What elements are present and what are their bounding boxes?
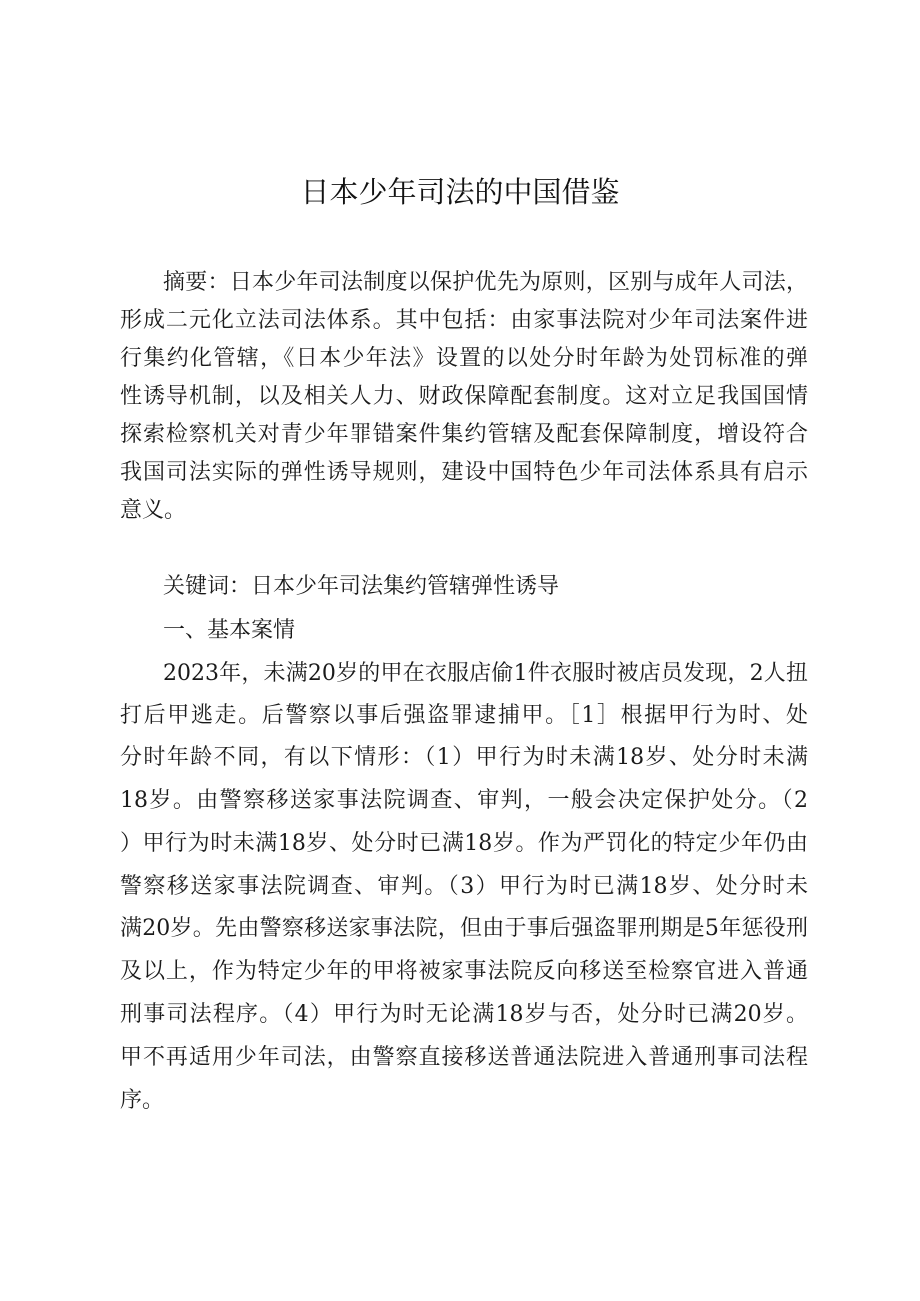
abstract-line: 摘要：日本少年司法制度以保护优先为原则，区别与成年人司法， [163, 270, 808, 295]
abstract-line: 探索检察机关对青少年罪错案件集约管辖及配套保障制度，增设符合 [120, 422, 808, 447]
abstract-line: 性诱导机制，以及相关人力、财政保障配套制度。这对立足我国国情 [120, 384, 808, 409]
section-heading: 一、基本案情 [163, 618, 296, 643]
abstract-line: 我国司法实际的弹性诱导规则，建设中国特色少年司法体系具有启示 [120, 460, 808, 485]
body-line: 刑事司法程序。（4）甲行为时无论满18岁与否，处分时已满20岁。 [120, 1002, 808, 1027]
body-line: 满20岁。先由警察移送家事法院，但由于事后强盗罪刑期是5年惩役刑 [120, 916, 808, 941]
keywords: 关键词：日本少年司法集约管辖弹性诱导 [163, 574, 560, 599]
abstract-line: 意义。 [120, 498, 187, 523]
body-line: 分时年龄不同，有以下情形：（1）甲行为时未满18岁、处分时未满 [120, 745, 808, 770]
body-line: 序。 [120, 1088, 165, 1113]
body-line: 甲不再适用少年司法，由警察直接移送普通法院进入普通刑事司法程 [120, 1045, 808, 1070]
body-line: 18岁。由警察移送家事法院调查、审判，一般会决定保护处分。（2 [120, 788, 808, 813]
body-line: 2023年，未满20岁的甲在衣服店偷1件衣服时被店员发现，2人扭 [163, 661, 808, 686]
body-line: 及以上，作为特定少年的甲将被家事法院反向移送至检察官进入普通 [120, 959, 808, 984]
document-title: 日本少年司法的中国借鉴 [300, 175, 620, 209]
body-line: 警察移送家事法院调查、审判。（3）甲行为时已满18岁、处分时未 [120, 874, 808, 899]
body-line: 打后甲逃走。后警察以事后强盗罪逮捕甲。［1］根据甲行为时、处 [120, 703, 808, 728]
abstract-line: 形成二元化立法司法体系。其中包括：由家事法院对少年司法案件进 [120, 308, 808, 333]
abstract-line: 行集约化管辖，《日本少年法》设置的以处分时年龄为处罚标准的弹 [120, 346, 808, 371]
body-line: ）甲行为时未满18岁、处分时已满18岁。作为严罚化的特定少年仍由 [120, 831, 808, 856]
